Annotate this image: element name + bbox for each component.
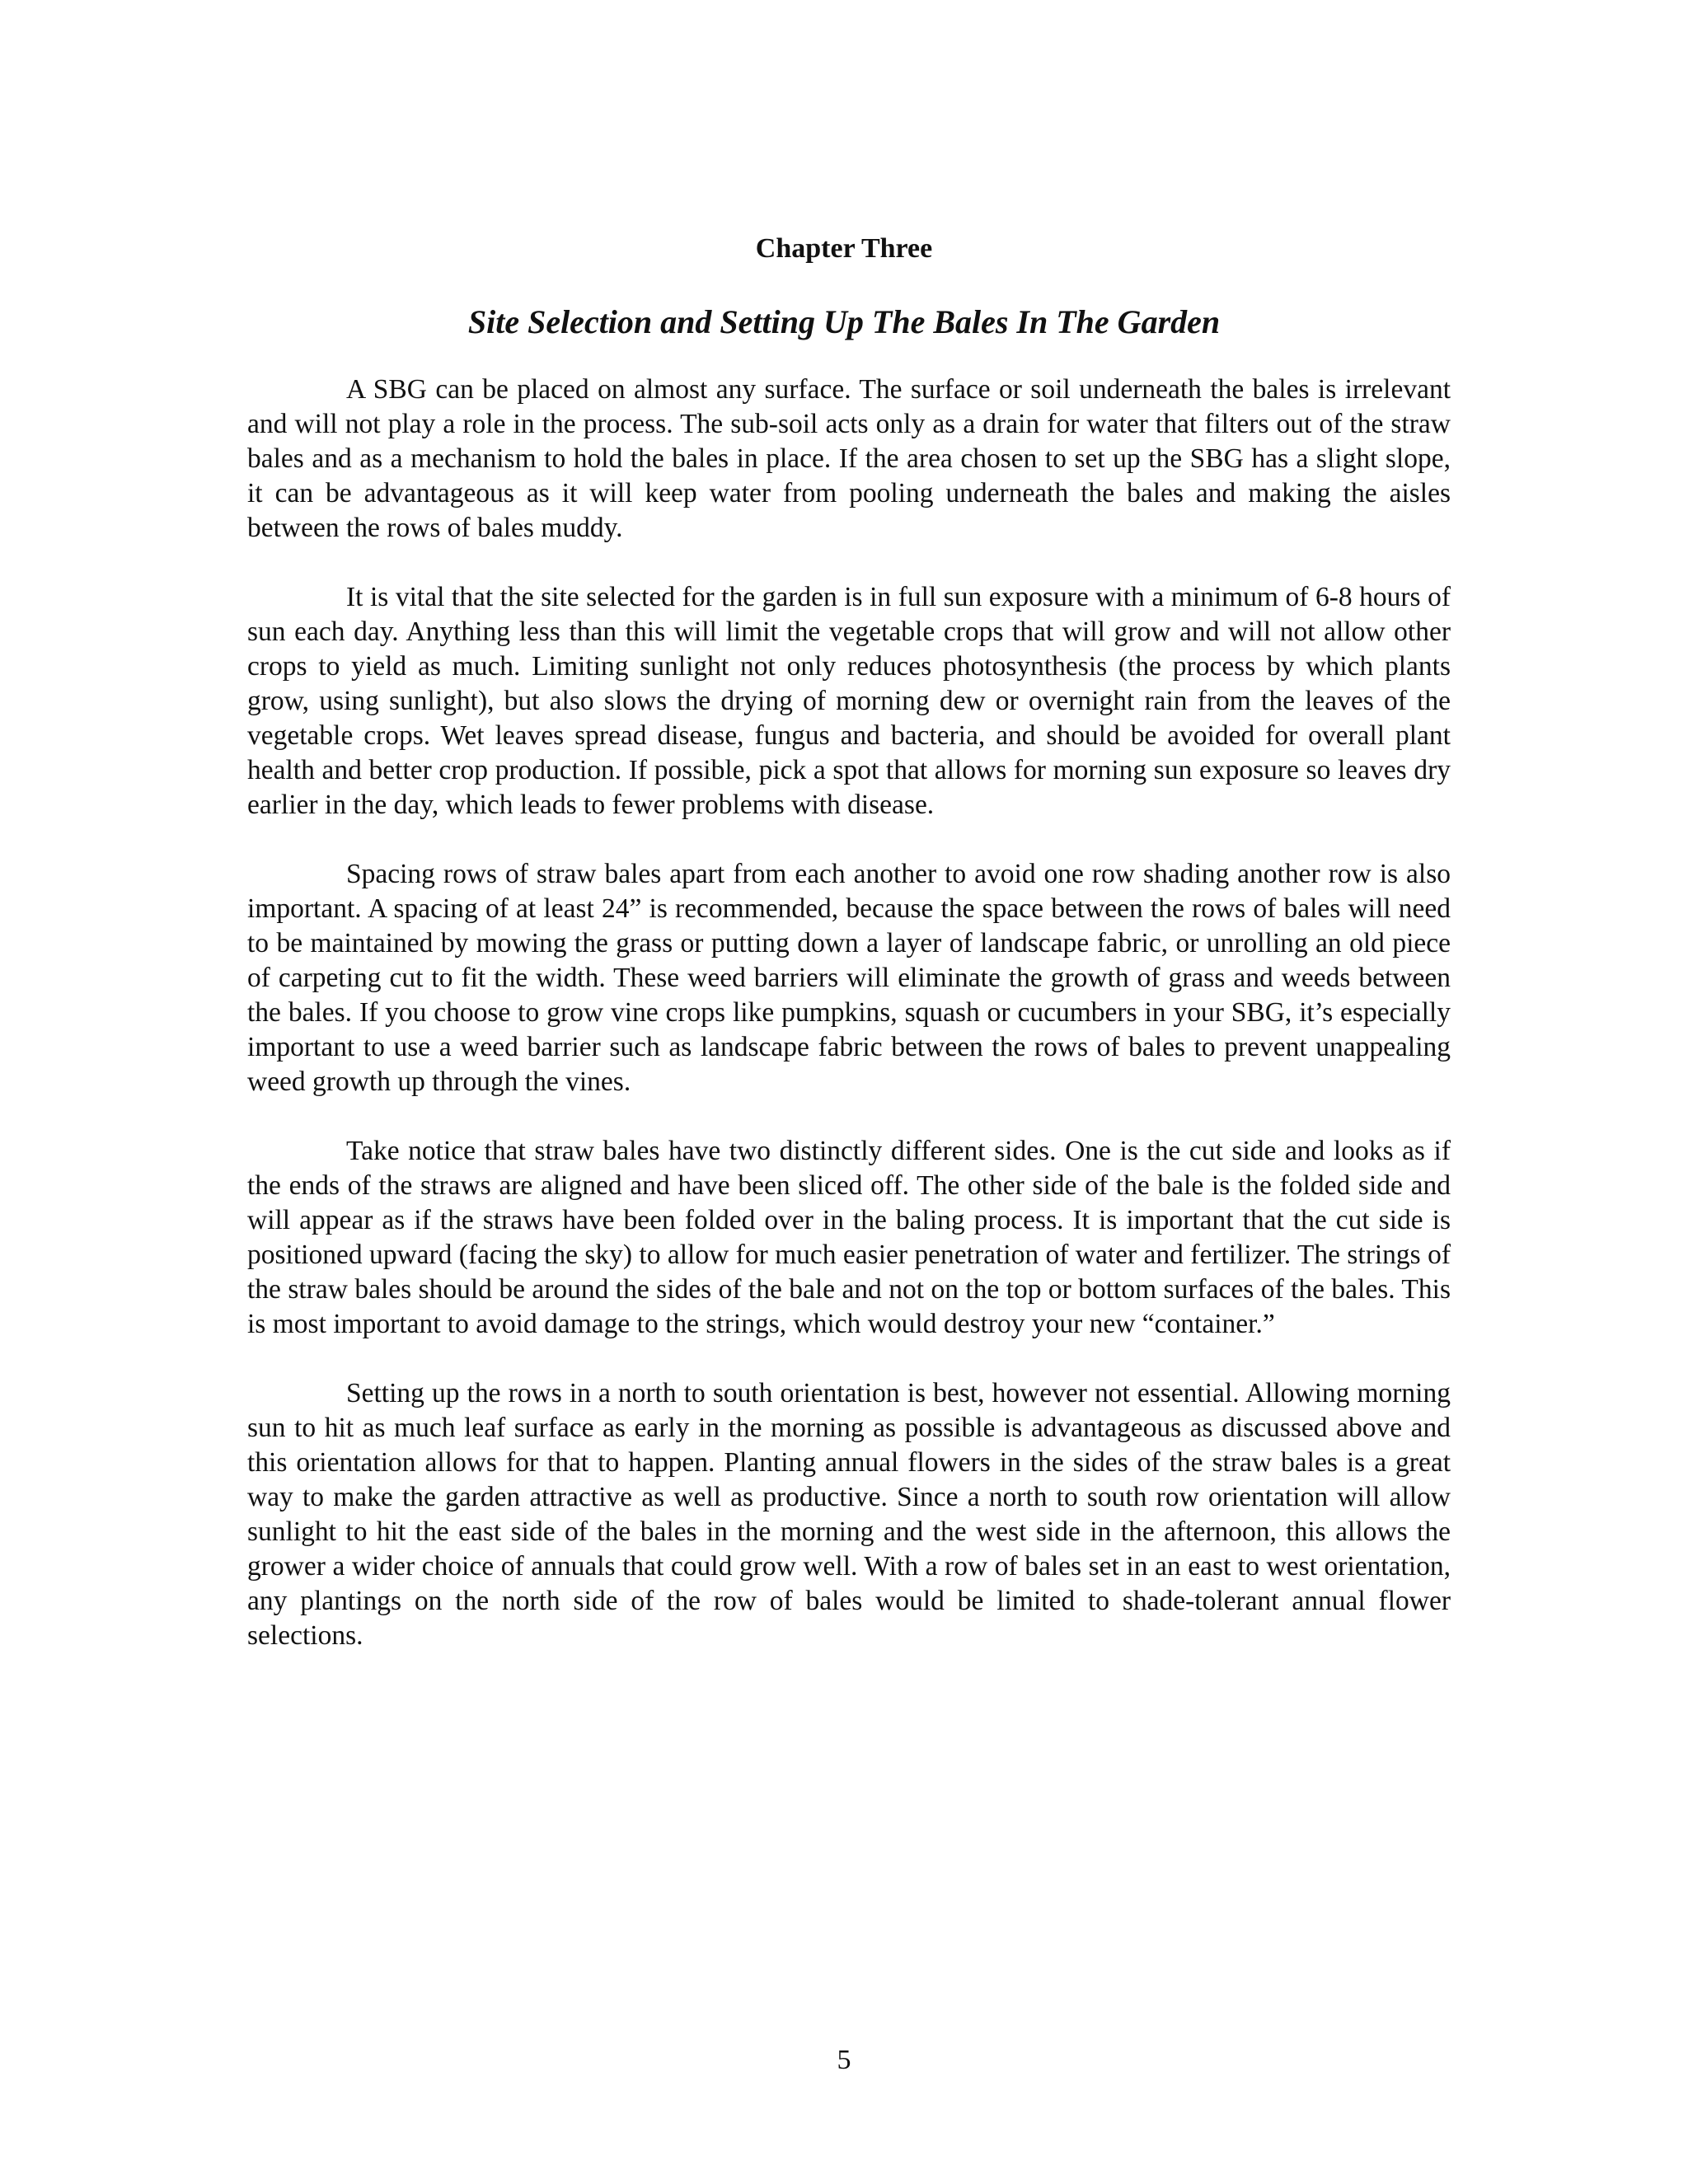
chapter-title: Chapter Three <box>755 233 933 264</box>
chapter-body <box>247 373 1451 1688</box>
paragraph-row-spacing: Spacing rows of straw bales apart from each another to avoid one row shading another row is also important. A spacing of at least 24” is recommended, because the space between the rows of bales will need to be maintained by mowing the grass or putting down a layer of landscape fabric, or unrolling an old piece of carpeting cut to fit the width. These weed barriers will eliminate the growth of grass and weeds between the bales. If you choose to grow vine crops like pumpkins, squash or cucumbers in your SBG, it’s especially important to use a weed barrier such as landscape fabric between the rows of bales to prevent unappealing weed growth up through the vines. <box>247 859 1451 1097</box>
paragraph-row-orientation: Setting up the rows in a north to south orientation is best, however not essential. Allowing morning sun to hit as much leaf surface as early in the morning as possible is advantageous as discussed above and this orientation allows for that to happen. Planting annual flowers in the sides of the straw bales is a great way to make the garden attractive as well as productive. Since a north to south row orientation will allow sunlight to hit the east side of the bales in the morning and the west side in the afternoon, this allows the grower a wider choice of annuals that could grow well. With a row of bales set in an east to west orientation, any plantings on the north side of the row of bales would be limited to shade-tolerant annual flower selections. <box>247 1378 1451 1651</box>
paragraph-sun-exposure: It is vital that the site selected for the garden is in full sun exposure with a minimum of 6-8 hours of sun each day. Anything less than this will limit the vegetable crops that will grow and will not allow other crops to yield as much. Limiting sunlight not only reduces photosynthesis (the process by which plants grow, using sunlight), but also slows the drying of morning dew or overnight rain from the leaves of the vegetable crops. Wet leaves spread disease, fungus and bacteria, and should be avoided for overall plant health and better crop production. If possible, pick a spot that allows for morning sun exposure so leaves dry earlier in the day, which leads to fewer problems with disease. <box>247 582 1451 820</box>
paragraph-surface: A SBG can be placed on almost any surface. The surface or soil underneath the bales is irrelevant and will not play a role in the process. The sub-soil acts only as a drain for water that filters out of the straw bales and as a mechanism to hold the bales in place. If the area chosen to set up the SBG has a slight slope, it can be advantageous as it will keep water from pooling underneath the bales and making the aisles between the rows of bales muddy. <box>247 374 1451 543</box>
chapter-subtitle: Site Selection and Setting Up The Bales In The Garden <box>467 303 1221 340</box>
page-number: 5 <box>837 2045 851 2075</box>
paragraph-bale-sides: Take notice that straw bales have two distinctly different sides. One is the cut side and looks as if the ends of the straws are aligned and have been sliced off. The other side of the bale is the folded side and will appear as if the straws have been folded over in the baling process. It is important that the cut side is positioned upward (facing the sky) to allow for much easier penetration of water and fertilizer. The strings of the straw bales should be around the sides of the bale and not on the top or bottom surfaces of the bales. This is most important to avoid damage to the strings, which would destroy your new “container.” <box>247 1136 1451 1339</box>
